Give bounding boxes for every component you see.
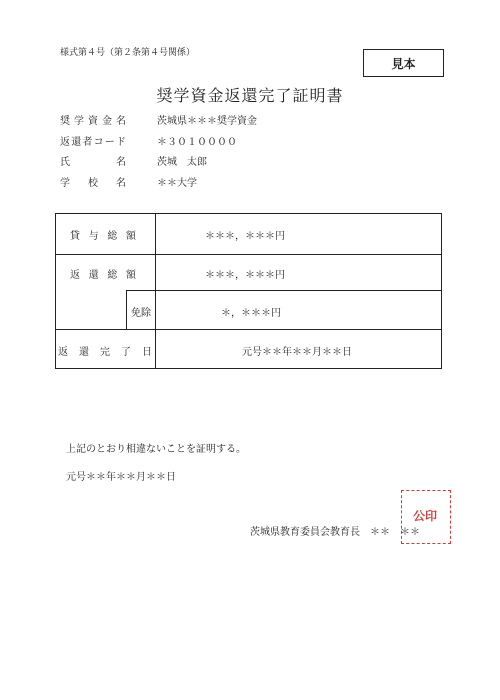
repayer-code-label: 返 還 者 コ ー ド <box>60 137 126 148</box>
fund-name-value: 茨城県＊＊＊奨学資金 <box>157 116 257 127</box>
sample-badge: 見本 <box>363 49 444 77</box>
table-border-right <box>441 213 442 369</box>
table-subcolumn-divider <box>126 290 127 329</box>
certification-statement: 上記のとおり相違ないことを証明する。 <box>66 444 246 455</box>
table-border-bottom <box>55 368 442 369</box>
completion-date-label: 返 還 完 了 日 <box>58 347 152 358</box>
issue-date: 元号＊＊年＊＊月＊＊日 <box>66 472 176 483</box>
school-value: ＊＊大学 <box>157 178 197 189</box>
school-label: 学 校 名 <box>60 178 126 189</box>
repay-total-value: ＊＊＊，＊＊＊円 <box>205 270 285 281</box>
exemption-label: 免除 <box>131 308 151 319</box>
exemption-value: ＊，＊＊＊円 <box>221 308 281 319</box>
fund-name-label: 奨 学 資 金 名 <box>60 116 126 127</box>
table-row-divider-2 <box>126 290 442 291</box>
signer-name: 茨城県教育委員会教育長 ＊＊ ＊＊ <box>250 527 420 538</box>
table-border-top <box>55 213 442 214</box>
name-value: 茨城 太郎 <box>157 157 207 168</box>
document-title: 奨学資金返還完了証明書 <box>156 86 344 105</box>
loan-total-label: 貸 与 総 額 <box>70 231 136 242</box>
loan-total-value: ＊＊＊，＊＊＊円 <box>205 231 285 242</box>
table-row-divider-1 <box>55 254 442 255</box>
name-label: 氏 名 <box>60 157 126 168</box>
table-row-divider-3 <box>55 329 442 330</box>
repay-total-label: 返 還 総 額 <box>70 270 136 281</box>
table-column-divider <box>155 213 156 369</box>
completion-date-value: 元号＊＊年＊＊月＊＊日 <box>242 347 352 358</box>
official-seal-label: 公印 <box>412 509 437 523</box>
repayer-code-value: ＊３０１００００ <box>157 137 237 148</box>
table-border-left <box>55 213 56 369</box>
form-number: 様式第４号（第２条第４号関係） <box>60 48 196 58</box>
